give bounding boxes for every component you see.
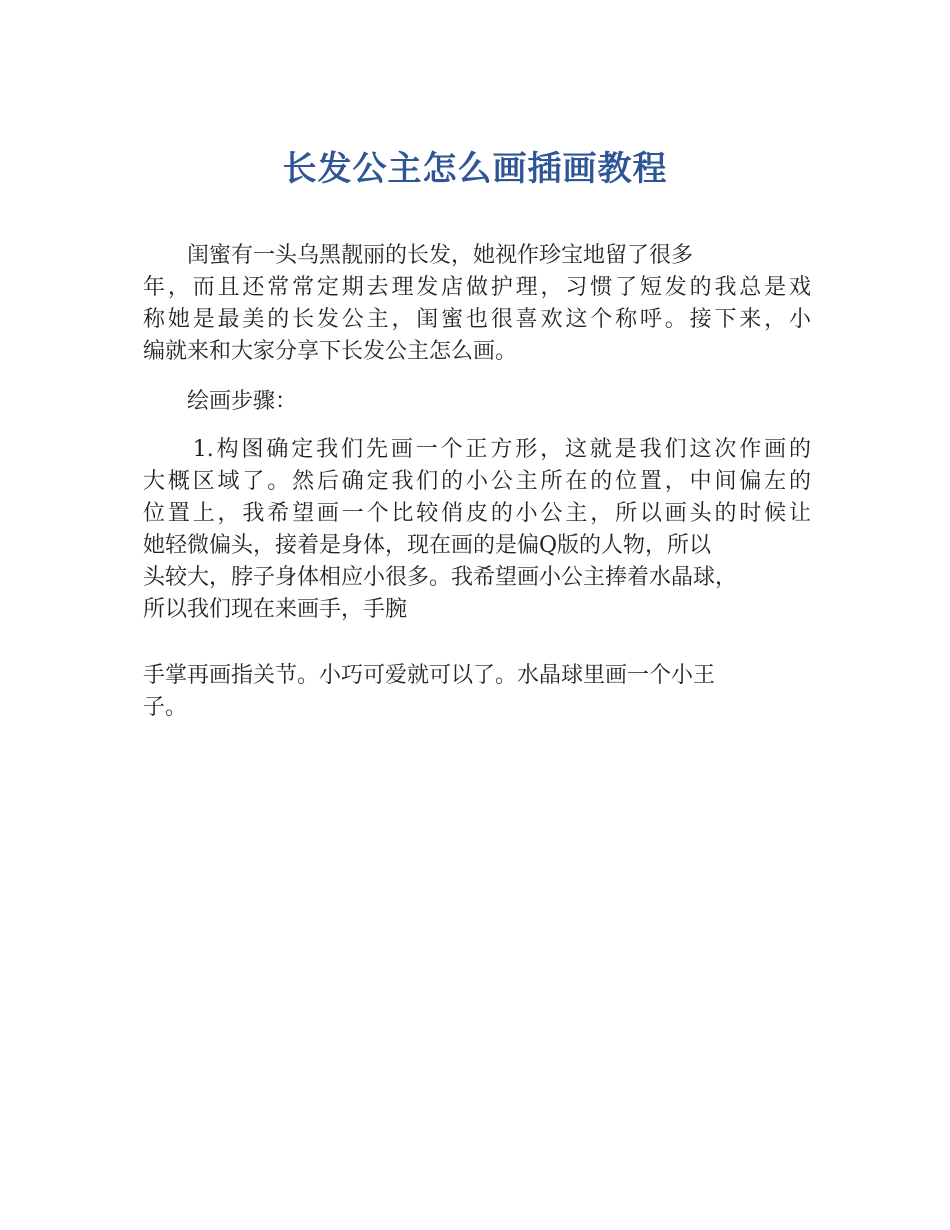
paragraph-intro <box>143 240 811 368</box>
paragraph-step-1 <box>143 434 811 626</box>
paragraph-line: 编就来和大家分享下长发公主怎么画。 <box>143 339 518 364</box>
paragraph-line: 绘画步骤： <box>143 389 298 414</box>
paragraph-line: 所以我们现在来画手，手腕 <box>143 597 408 622</box>
paragraph-line: 头较大，脖子身体相应小很多。我希望画小公主捧着水晶球， <box>143 565 738 590</box>
paragraph-line: 1.构图确定我们先画一个正方形，这就是我们这次作画的 <box>143 437 811 462</box>
paragraph-steps-heading <box>143 386 811 418</box>
paragraph-continuation <box>143 660 811 724</box>
document-title: 长发公主怎么画插画教程 <box>282 149 668 189</box>
paragraph-line: 称她是最美的长发公主，闺蜜也很喜欢这个称呼。接下来，小 <box>143 307 811 332</box>
paragraph-line: 手掌再画指关节。小巧可爱就可以了。水晶球里画一个小王 <box>143 663 716 688</box>
paragraph-line: 位置上，我希望画一个比较俏皮的小公主，所以画头的时候让 <box>143 501 811 526</box>
paragraph-line: 年，而且还常常定期去理发店做护理，习惯了短发的我总是戏 <box>143 275 811 300</box>
paragraph-line: 子。 <box>143 695 188 720</box>
paragraph-line: 闺蜜有一头乌黑靓丽的长发，她视作珍宝地留了很多 <box>143 243 694 268</box>
paragraph-line: 她轻微偏头，接着是身体，现在画的是偏Q版的人物，所以 <box>143 533 712 558</box>
paragraph-line: 大概区域了。然后确定我们的小公主所在的位置，中间偏左的 <box>143 469 811 494</box>
